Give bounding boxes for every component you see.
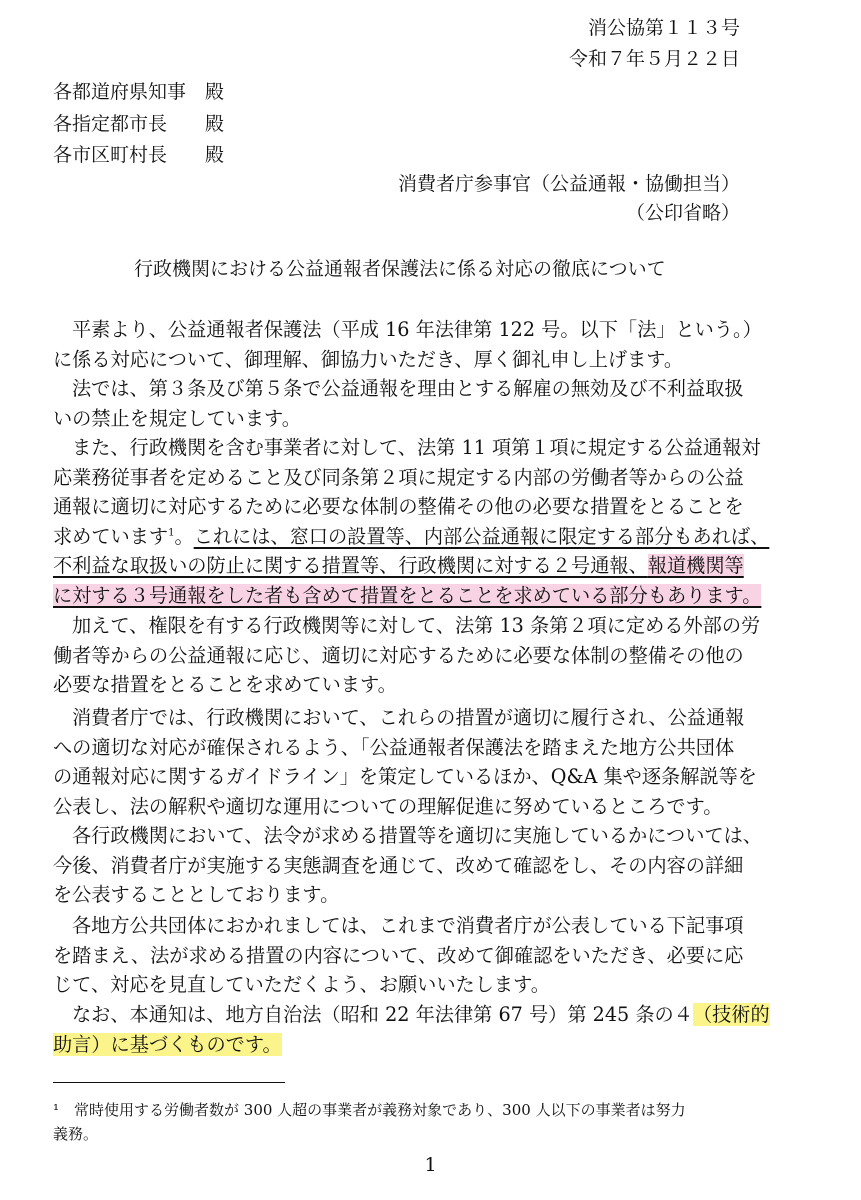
text-line: 加えて、権限を有する行政機関等に対して、法第 13 条第２項に定める外部の労 — [72, 614, 761, 637]
footnote-marker: 1 — [168, 527, 175, 539]
footnote — [53, 1098, 753, 1146]
text-line — [53, 522, 770, 552]
text-segment: 。 — [174, 524, 194, 548]
text-line: の通報対応に関するガイドライン」を策定しているほか、Q&A 集や逐条解説等を — [53, 765, 757, 788]
text-line: 消費者庁では、行政機関において、これらの措置が適切に履行され、公益通報 — [72, 706, 745, 729]
paragraph-1 — [53, 315, 762, 374]
recipient-governors: 各都道府県知事 殿 — [53, 81, 225, 103]
text-line: 平素より、公益通報者保護法（平成 16 年法律第 122 号。以下「法」という。） — [72, 318, 762, 341]
text-line: 各地方公共団体におかれましては、これまで消費者庁が公表している下記事項 — [72, 914, 744, 937]
text-line: に係る対応について、御理解、御協力いただき、厚く御礼申し上げます。 — [53, 347, 684, 371]
text-line: また、行政機関を含む事業者に対して、法第 11 項第１項に規定する公益通報対 — [72, 436, 761, 459]
sender-seal-note: （公印省略） — [625, 202, 740, 224]
text-line — [53, 1030, 753, 1060]
pink-highlighted-text: 報道機関等 — [647, 554, 744, 577]
text-line: 応業務従事者を定めること及び同条第２項に規定する内部の労働者等からの公益 — [53, 465, 744, 489]
paragraph-4 — [53, 611, 761, 700]
text-line: 働者等からの公益通報に応じ、適切に対応するために必要な体制の整備その他の — [53, 643, 744, 667]
text-segment: 求めています — [53, 524, 169, 548]
text-line: 必要な措置をとることを求めています。 — [53, 673, 397, 696]
document-date: 令和７年５月２２日 — [568, 48, 740, 70]
paragraph-8 — [53, 1000, 770, 1059]
text-line — [53, 581, 762, 611]
text-line — [53, 551, 753, 581]
underlined-text: 不利益な取扱いの防止に関する措置等、行政機関に対する２号通報、 — [53, 554, 648, 577]
text-line: を公表することとしております。 — [53, 883, 340, 906]
paragraph-5 — [53, 703, 757, 821]
sender-name: 消費者庁参事官（公益通報・協働担当） — [397, 173, 740, 195]
text-line — [53, 1000, 770, 1030]
footnote-line: 義務。 — [53, 1125, 99, 1143]
paragraph-3 — [53, 433, 770, 610]
recipient-designated-cities: 各指定都市長 殿 — [53, 113, 225, 135]
text-line: 今後、消費者庁が実施する実態調査を通じて、改めて確認をし、その内容の詳細 — [53, 853, 744, 877]
text-line: じて、対応を見直していただくよう、お願いいたします。 — [53, 973, 550, 996]
recipient-municipalities: 各市区町村長 殿 — [53, 144, 225, 166]
text-line: 法では、第３条及び第５条で公益通報を理由とする解雇の無効及び不利益取扱 — [72, 377, 744, 400]
paragraph-2 — [53, 374, 753, 433]
text-line: を踏まえ、法が求める措置の内容について、改めて御確認をいただき、必要に応 — [53, 943, 744, 967]
page-number: 1 — [424, 1154, 437, 1176]
text-line: いの禁止を規定しています。 — [53, 406, 301, 430]
paragraph-7 — [53, 911, 753, 1000]
document-title: 行政機関における公益通報者保護法に係る対応の徹底について — [134, 258, 666, 280]
footnote-line: ¹ 常時使用する労働者数が 300 人超の事業者が義務対象であり、300 人以下の事業者は努力 — [53, 1101, 686, 1119]
yellow-highlighted-text: 助言）に基づくものです。 — [53, 1032, 282, 1056]
text-line: 各行政機関において、法令が求める措置等を適切に実施しているかについては、 — [72, 824, 762, 847]
text-line: 公表し、法の解釈や適切な運用についての理解促進に努めているところです。 — [53, 794, 723, 818]
text-line: 通報に適切に対応するために必要な体制の整備その他の必要な措置をとることを — [53, 495, 744, 518]
text-segment: なお、本通知は、地方自治法（昭和 22 年法律第 67 号）第 245 条の４ — [72, 1003, 693, 1026]
underlined-text: これには、窓口の設置等、内部公益通報に限定する部分もあれば、 — [193, 524, 770, 548]
footnote-divider — [53, 1082, 285, 1083]
yellow-highlighted-text: （技術的 — [692, 1003, 770, 1026]
pink-highlighted-text: に対する３号通報をした者も含めて措置をとることを求めている部分もあります。 — [53, 583, 762, 607]
text-line: への適切な対応が確保されるよう、「公益通報者保護法を踏まえた地方公共団体 — [53, 735, 735, 759]
paragraph-6 — [53, 821, 762, 910]
document-number: 消公協第１１３号 — [587, 17, 740, 39]
